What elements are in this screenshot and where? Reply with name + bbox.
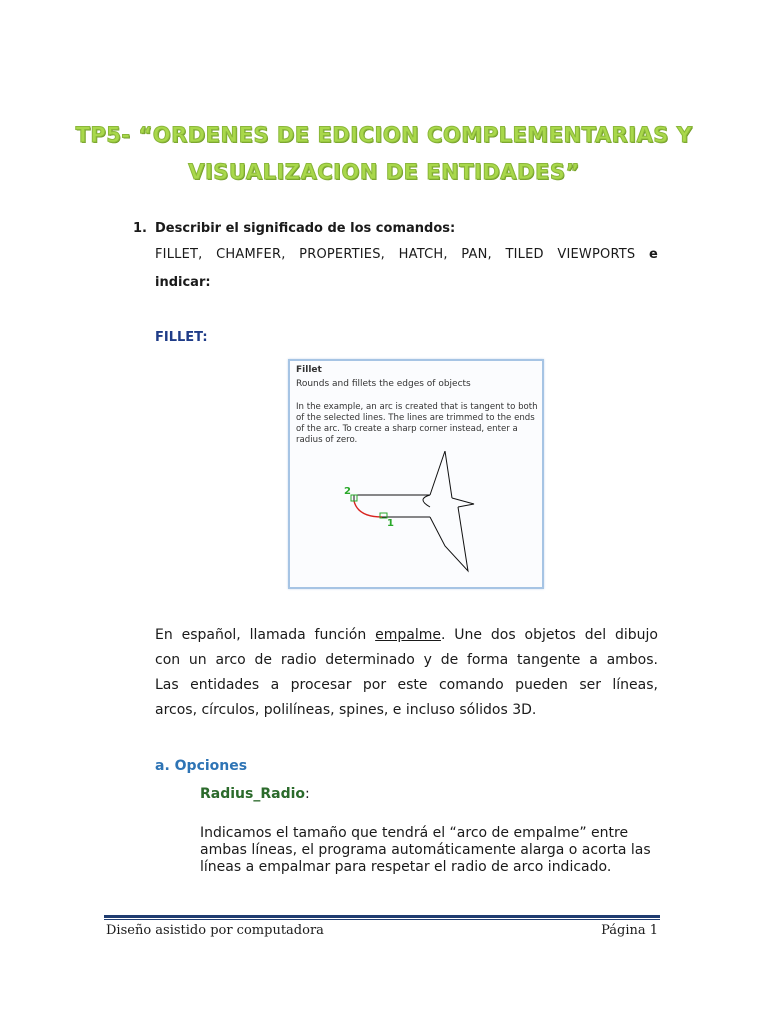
footer-page-number: Página 1: [601, 923, 658, 938]
radius-description: Indicamos el tamaño que tendrá el “arco de empalme” entre ambas líneas, el programa automáticamente alarga o acorta las líneas a empalmar para respetar el radio de arco indicado.: [200, 825, 651, 875]
radius-colon: :: [305, 786, 310, 802]
item-heading-text: Describir el significado de los comandos:: [155, 221, 456, 236]
commands-e: e: [648, 247, 658, 262]
para-line-1-b: . Une dos objetos del dibujo: [440, 627, 658, 643]
item-1-heading: [133, 221, 455, 236]
document-title-line-1: TP5- “ORDENES DE EDICION COMPLEMENTARIAS Y: [75, 123, 693, 147]
para-line-4: arcos, círculos, polilíneas, spines, e incluso sólidos 3D.: [155, 702, 537, 718]
fillet-heading: FILLET:: [155, 330, 208, 345]
commands-line: [155, 247, 658, 262]
radius-label-line: [200, 786, 310, 802]
fillet-paragraph: [155, 623, 658, 723]
figure-title: Fillet: [296, 365, 322, 375]
options-heading: a. Opciones: [155, 758, 248, 774]
drawing-inner-arc: [423, 495, 430, 507]
para-line-2: con un arco de radio determinado y de forma tangente a ambos.: [155, 652, 658, 668]
item-number: 1.: [133, 221, 147, 236]
para-line-3: Las entidades a procesar por este comando pueden ser líneas,: [155, 677, 658, 693]
indicar-text: indicar:: [155, 275, 211, 290]
para-empalme-underlined: empalme: [375, 627, 441, 643]
para-line-1-a: En español, llamada función: [155, 627, 376, 643]
drawing-upper-wing: [430, 451, 452, 498]
fillet-red-arc: [354, 501, 382, 517]
footer-rule-thick: [104, 915, 660, 918]
drawing-tail: [452, 498, 474, 507]
document-title-line-2: VISUALIZACION DE ENTIDADES”: [188, 160, 580, 184]
label-2: 2: [344, 486, 351, 497]
footer-rule-thin: [104, 919, 660, 920]
footer-left-text: Diseño asistido por computadora: [106, 923, 324, 938]
drawing-lower-wing: [430, 507, 468, 571]
radius-label: Radius_Radio: [200, 786, 306, 802]
commands-list: FILLET, CHAMFER, PROPERTIES, HATCH, PAN, TILED VIEWPORTS: [155, 247, 636, 262]
figure-description: In the example, an arc is created that is tangent to both of the selected lines. The lines are trimmed to the ends of the arc. To create a sharp corner instead, enter a radius of zero.: [296, 402, 538, 445]
label-1: 1: [387, 518, 394, 529]
figure-subtitle: Rounds and fillets the edges of objects: [296, 379, 471, 389]
fillet-tooltip-figure: [288, 359, 544, 589]
para-line-1: [155, 623, 658, 648]
fillet-example-drawing: [290, 451, 542, 581]
